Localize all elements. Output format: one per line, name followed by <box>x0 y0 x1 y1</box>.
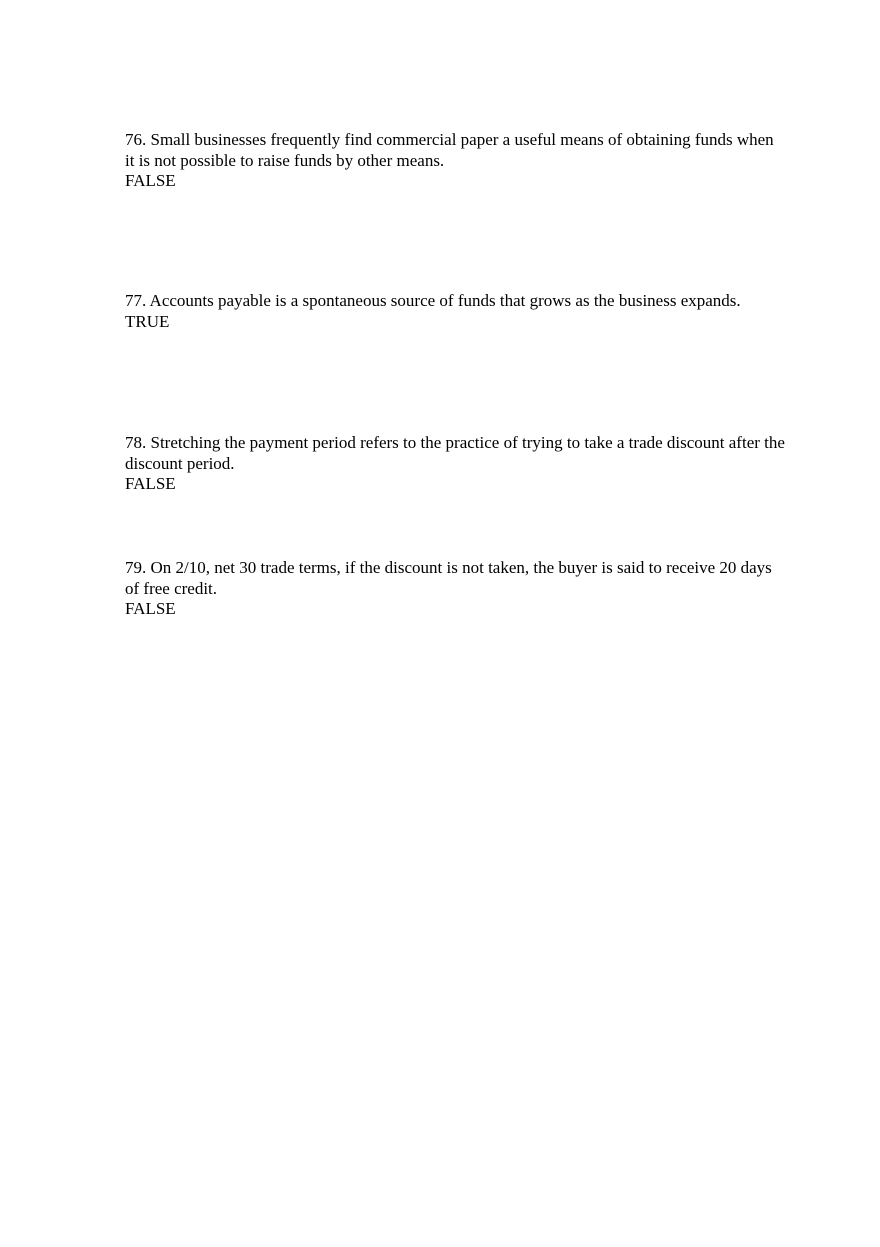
question-77-answer: TRUE <box>125 311 170 331</box>
question-79 <box>125 558 785 620</box>
question-78 <box>125 433 785 495</box>
question-78-answer: FALSE <box>125 474 176 493</box>
question-76 <box>125 130 785 192</box>
question-79-answer: FALSE <box>125 599 176 618</box>
question-76-text: 76. Small businesses frequently find commercial paper a useful means of obtaining funds when it is not possible to raise funds by other means. <box>125 130 774 170</box>
question-76-answer: FALSE <box>125 171 176 190</box>
question-77-text: 77. Accounts payable is a spontaneous source of funds that grows as the business expands. <box>125 291 741 310</box>
question-77 <box>125 291 785 332</box>
question-78-text: 78. Stretching the payment period refers to the practice of trying to take a trade discount after the discount period. <box>125 433 785 473</box>
question-79-text: 79. On 2/10, net 30 trade terms, if the discount is not taken, the buyer is said to receive 20 days of free credit. <box>125 558 772 598</box>
